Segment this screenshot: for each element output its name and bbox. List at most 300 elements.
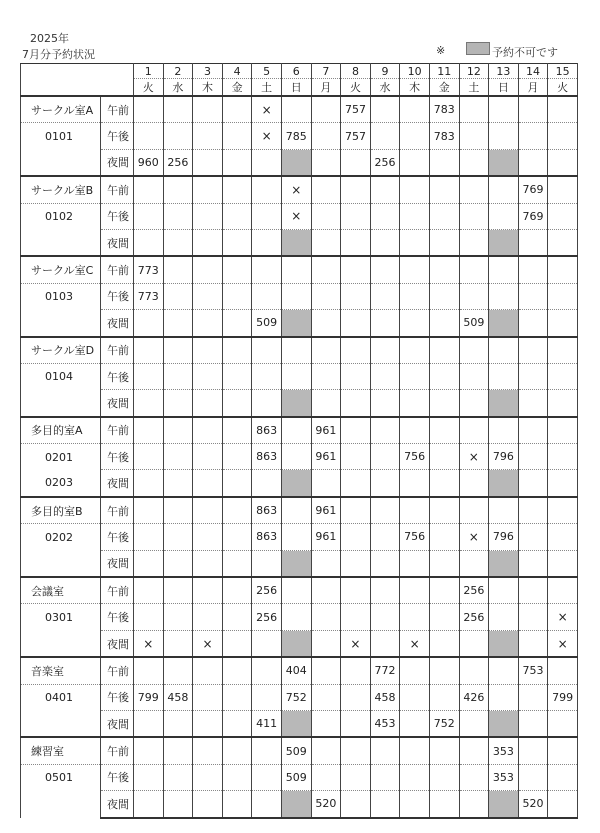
room-name: サークル室D (21, 337, 101, 364)
room-name: サークル室A (21, 96, 101, 123)
empty-cell (193, 310, 223, 337)
empty-cell (400, 417, 430, 444)
empty-cell (134, 203, 164, 229)
table-row (21, 256, 578, 283)
reservation-cell: 961 (311, 524, 341, 550)
empty-cell (311, 149, 341, 176)
day-number-header: 9 (370, 64, 400, 79)
empty-cell (341, 390, 371, 417)
empty-cell (341, 256, 371, 283)
empty-cell (193, 256, 223, 283)
day-number-header: 13 (489, 64, 519, 79)
time-slot-label: 夜間 (101, 310, 134, 337)
empty-cell (518, 577, 548, 604)
empty-cell (222, 470, 252, 497)
reservation-cell: 353 (489, 764, 519, 790)
room-name: 多目的室A (21, 417, 101, 444)
empty-cell (518, 497, 548, 524)
empty-cell (489, 363, 519, 389)
reservation-cell: 961 (311, 444, 341, 470)
empty-cell (400, 710, 430, 737)
empty-cell (252, 256, 282, 283)
reservation-cell: 773 (134, 283, 164, 309)
empty-cell (518, 283, 548, 309)
empty-cell (400, 470, 430, 497)
reservation-cell: 411 (252, 710, 282, 737)
empty-cell (193, 123, 223, 149)
empty-cell (429, 444, 459, 470)
empty-cell (370, 764, 400, 790)
weekday-header: 月 (311, 79, 341, 97)
table-row (21, 390, 578, 417)
empty-cell (548, 256, 578, 283)
empty-cell (548, 470, 578, 497)
empty-cell (370, 417, 400, 444)
empty-cell (193, 550, 223, 577)
empty-cell (370, 737, 400, 764)
empty-cell (252, 470, 282, 497)
empty-cell (311, 229, 341, 256)
room-cell (21, 310, 101, 337)
unavailable-cell (489, 390, 519, 417)
empty-cell (489, 497, 519, 524)
reservation-cell: × (134, 630, 164, 657)
empty-cell (222, 283, 252, 309)
empty-cell (311, 737, 341, 764)
empty-cell (252, 657, 282, 684)
empty-cell (429, 337, 459, 364)
empty-cell (134, 764, 164, 790)
empty-cell (548, 123, 578, 149)
empty-cell (163, 604, 193, 630)
empty-cell (222, 630, 252, 657)
empty-cell (518, 229, 548, 256)
reservation-cell: 256 (459, 604, 489, 630)
empty-cell (311, 630, 341, 657)
empty-cell (193, 229, 223, 256)
empty-cell (459, 229, 489, 256)
table-row (21, 524, 578, 550)
empty-cell (222, 123, 252, 149)
reservation-cell: 757 (341, 96, 371, 123)
empty-cell (163, 283, 193, 309)
empty-cell (370, 337, 400, 364)
day-number-header: 14 (518, 64, 548, 79)
reservation-cell: 863 (252, 524, 282, 550)
reservation-cell: 783 (429, 96, 459, 123)
empty-cell (548, 444, 578, 470)
time-slot-label: 午後 (101, 123, 134, 149)
empty-cell (489, 604, 519, 630)
empty-cell (341, 444, 371, 470)
empty-cell (193, 417, 223, 444)
unavailable-cell (489, 791, 519, 818)
empty-cell (459, 764, 489, 790)
weekday-header: 土 (252, 79, 282, 97)
empty-cell (252, 283, 282, 309)
empty-cell (193, 176, 223, 203)
table-row (21, 203, 578, 229)
empty-cell (193, 684, 223, 710)
empty-cell (222, 657, 252, 684)
empty-cell (311, 283, 341, 309)
weekday-header: 水 (370, 79, 400, 97)
day-number-header: 1 (134, 64, 164, 79)
time-slot-label: 午後 (101, 524, 134, 550)
empty-cell (341, 604, 371, 630)
room-code: 0102 (21, 203, 101, 229)
note-mark: ※ (436, 44, 446, 57)
empty-cell (341, 176, 371, 203)
empty-cell (222, 363, 252, 389)
empty-cell (134, 470, 164, 497)
empty-cell (548, 363, 578, 389)
empty-cell (400, 149, 430, 176)
empty-cell (311, 684, 341, 710)
empty-cell (341, 203, 371, 229)
reservation-cell: 520 (518, 791, 548, 818)
empty-cell (311, 604, 341, 630)
table-row (21, 363, 578, 389)
empty-cell (370, 470, 400, 497)
empty-cell (193, 604, 223, 630)
empty-cell (163, 470, 193, 497)
empty-cell (459, 123, 489, 149)
empty-cell (252, 684, 282, 710)
reservation-cell: 769 (518, 176, 548, 203)
empty-cell (193, 791, 223, 818)
empty-cell (489, 176, 519, 203)
empty-cell (370, 604, 400, 630)
empty-cell (134, 176, 164, 203)
weekday-header: 木 (193, 79, 223, 97)
table-row (21, 337, 578, 364)
reservation-cell: 520 (311, 791, 341, 818)
day-number-header: 10 (400, 64, 430, 79)
empty-cell (134, 710, 164, 737)
empty-cell (548, 764, 578, 790)
empty-cell (548, 417, 578, 444)
reservation-cell: 256 (370, 149, 400, 176)
empty-cell (163, 497, 193, 524)
reservation-cell: 773 (134, 256, 164, 283)
table-row (21, 310, 578, 337)
empty-cell (341, 470, 371, 497)
empty-cell (252, 390, 282, 417)
empty-cell (252, 149, 282, 176)
room-cell (21, 791, 101, 818)
empty-cell (222, 791, 252, 818)
empty-cell (134, 497, 164, 524)
empty-cell (163, 444, 193, 470)
reservation-cell: 453 (370, 710, 400, 737)
empty-cell (341, 229, 371, 256)
empty-cell (518, 630, 548, 657)
empty-cell (134, 524, 164, 550)
reservation-cell: 757 (341, 123, 371, 149)
empty-cell (459, 497, 489, 524)
empty-cell (400, 684, 430, 710)
room-cell (21, 390, 101, 417)
room-name: 多目的室B (21, 497, 101, 524)
empty-cell (370, 310, 400, 337)
empty-cell (281, 96, 311, 123)
empty-cell (429, 229, 459, 256)
empty-cell (429, 577, 459, 604)
day-number-header: 12 (459, 64, 489, 79)
empty-cell (193, 737, 223, 764)
reservation-cell: × (281, 176, 311, 203)
reservation-cell: 458 (163, 684, 193, 710)
empty-cell (311, 256, 341, 283)
empty-cell (400, 337, 430, 364)
room-code: 0401 (21, 684, 101, 710)
empty-cell (459, 96, 489, 123)
empty-cell (429, 310, 459, 337)
reservation-cell: 961 (311, 417, 341, 444)
empty-cell (429, 764, 459, 790)
unavailable-cell (281, 630, 311, 657)
reservation-cell: 256 (459, 577, 489, 604)
empty-cell (193, 283, 223, 309)
reservation-cell: 426 (459, 684, 489, 710)
empty-cell (459, 710, 489, 737)
empty-cell (459, 283, 489, 309)
empty-cell (222, 390, 252, 417)
empty-cell (193, 363, 223, 389)
empty-cell (518, 417, 548, 444)
empty-cell (193, 390, 223, 417)
empty-cell (459, 791, 489, 818)
empty-cell (134, 737, 164, 764)
empty-cell (370, 577, 400, 604)
table-row (21, 710, 578, 737)
weekday-header: 土 (459, 79, 489, 97)
time-slot-label: 午前 (101, 337, 134, 364)
weekday-header: 火 (548, 79, 578, 97)
empty-cell (548, 550, 578, 577)
day-number-header: 4 (222, 64, 252, 79)
empty-cell (163, 417, 193, 444)
empty-cell (163, 96, 193, 123)
empty-cell (341, 337, 371, 364)
reservation-cell: 256 (252, 604, 282, 630)
reservation-cell: 756 (400, 444, 430, 470)
reservation-cell: × (252, 96, 282, 123)
empty-cell (163, 123, 193, 149)
time-slot-label: 夜間 (101, 550, 134, 577)
room-cell (21, 550, 101, 577)
reservation-cell: × (459, 444, 489, 470)
reservation-cell: 796 (489, 524, 519, 550)
empty-cell (193, 710, 223, 737)
empty-cell (429, 657, 459, 684)
day-number-header: 3 (193, 64, 223, 79)
empty-cell (400, 390, 430, 417)
day-number-header: 7 (311, 64, 341, 79)
unavailable-cell (281, 390, 311, 417)
empty-cell (489, 577, 519, 604)
empty-cell (163, 176, 193, 203)
empty-cell (252, 630, 282, 657)
empty-cell (163, 657, 193, 684)
empty-cell (548, 176, 578, 203)
empty-cell (222, 176, 252, 203)
table-row (21, 470, 578, 497)
empty-cell (252, 229, 282, 256)
reservation-cell: 863 (252, 497, 282, 524)
unavailable-cell (281, 710, 311, 737)
table-row (21, 657, 578, 684)
empty-cell (429, 470, 459, 497)
weekday-header: 日 (489, 79, 519, 97)
empty-cell (193, 524, 223, 550)
reservation-cell: × (193, 630, 223, 657)
empty-cell (311, 764, 341, 790)
empty-cell (459, 470, 489, 497)
empty-cell (311, 123, 341, 149)
reservation-cell: 509 (252, 310, 282, 337)
empty-cell (459, 657, 489, 684)
time-slot-label: 夜間 (101, 149, 134, 176)
empty-cell (518, 444, 548, 470)
day-number-header: 5 (252, 64, 282, 79)
empty-cell (341, 684, 371, 710)
empty-cell (252, 791, 282, 818)
empty-cell (193, 149, 223, 176)
day-number-header: 8 (341, 64, 371, 79)
empty-cell (518, 256, 548, 283)
table-row (21, 229, 578, 256)
empty-cell (311, 96, 341, 123)
empty-cell (222, 684, 252, 710)
empty-cell (459, 390, 489, 417)
empty-cell (281, 363, 311, 389)
weekday-header: 金 (222, 79, 252, 97)
empty-cell (400, 310, 430, 337)
table-row (21, 497, 578, 524)
weekday-header: 月 (518, 79, 548, 97)
empty-cell (400, 737, 430, 764)
empty-cell (429, 630, 459, 657)
empty-cell (193, 337, 223, 364)
table-row (21, 444, 578, 470)
empty-cell (400, 604, 430, 630)
empty-cell (548, 577, 578, 604)
reservation-cell: 769 (518, 203, 548, 229)
room-cell (21, 710, 101, 737)
unavailable-cell (489, 229, 519, 256)
empty-cell (429, 791, 459, 818)
weekday-header: 木 (400, 79, 430, 97)
empty-cell (222, 524, 252, 550)
time-slot-label: 午前 (101, 417, 134, 444)
empty-cell (548, 337, 578, 364)
empty-cell (311, 337, 341, 364)
empty-cell (222, 310, 252, 337)
empty-cell (311, 577, 341, 604)
table-row (21, 764, 578, 790)
time-slot-label: 午後 (101, 363, 134, 389)
reservation-cell: 756 (400, 524, 430, 550)
reservation-cell: 509 (281, 737, 311, 764)
empty-cell (459, 337, 489, 364)
empty-cell (281, 577, 311, 604)
unavailable-cell (281, 310, 311, 337)
empty-cell (459, 176, 489, 203)
reservation-cell: 783 (429, 123, 459, 149)
empty-cell (341, 283, 371, 309)
empty-cell (548, 524, 578, 550)
empty-cell (400, 791, 430, 818)
empty-cell (548, 229, 578, 256)
empty-cell (311, 657, 341, 684)
empty-cell (429, 283, 459, 309)
time-slot-label: 午後 (101, 764, 134, 790)
empty-cell (400, 550, 430, 577)
empty-cell (341, 764, 371, 790)
empty-cell (429, 497, 459, 524)
empty-cell (400, 229, 430, 256)
empty-cell (370, 229, 400, 256)
empty-cell (193, 96, 223, 123)
day-number-header: 2 (163, 64, 193, 79)
table-row (21, 577, 578, 604)
room-cell (21, 229, 101, 256)
empty-cell (518, 337, 548, 364)
unavailable-cell (281, 470, 311, 497)
empty-cell (429, 390, 459, 417)
empty-cell (459, 363, 489, 389)
empty-cell (489, 256, 519, 283)
empty-cell (252, 176, 282, 203)
empty-cell (134, 550, 164, 577)
empty-cell (400, 96, 430, 123)
empty-cell (311, 363, 341, 389)
empty-cell (370, 791, 400, 818)
empty-cell (400, 176, 430, 203)
room-name: サークル室C (21, 256, 101, 283)
time-slot-label: 午前 (101, 96, 134, 123)
empty-cell (281, 337, 311, 364)
empty-cell (548, 149, 578, 176)
empty-cell (548, 203, 578, 229)
unavailable-cell (281, 550, 311, 577)
table-corner (21, 64, 134, 97)
empty-cell (548, 497, 578, 524)
empty-cell (163, 577, 193, 604)
unavailable-cell (489, 550, 519, 577)
reservation-cell: 256 (163, 149, 193, 176)
empty-cell (370, 390, 400, 417)
empty-cell (222, 710, 252, 737)
reservation-cell: 752 (429, 710, 459, 737)
empty-cell (163, 710, 193, 737)
empty-cell (222, 444, 252, 470)
empty-cell (400, 497, 430, 524)
empty-cell (281, 256, 311, 283)
reservation-cell: 799 (134, 684, 164, 710)
empty-cell (341, 791, 371, 818)
empty-cell (252, 764, 282, 790)
empty-cell (429, 176, 459, 203)
empty-cell (400, 764, 430, 790)
empty-cell (429, 684, 459, 710)
empty-cell (341, 657, 371, 684)
weekday-header: 火 (341, 79, 371, 97)
room-code: 0501 (21, 764, 101, 790)
empty-cell (163, 737, 193, 764)
